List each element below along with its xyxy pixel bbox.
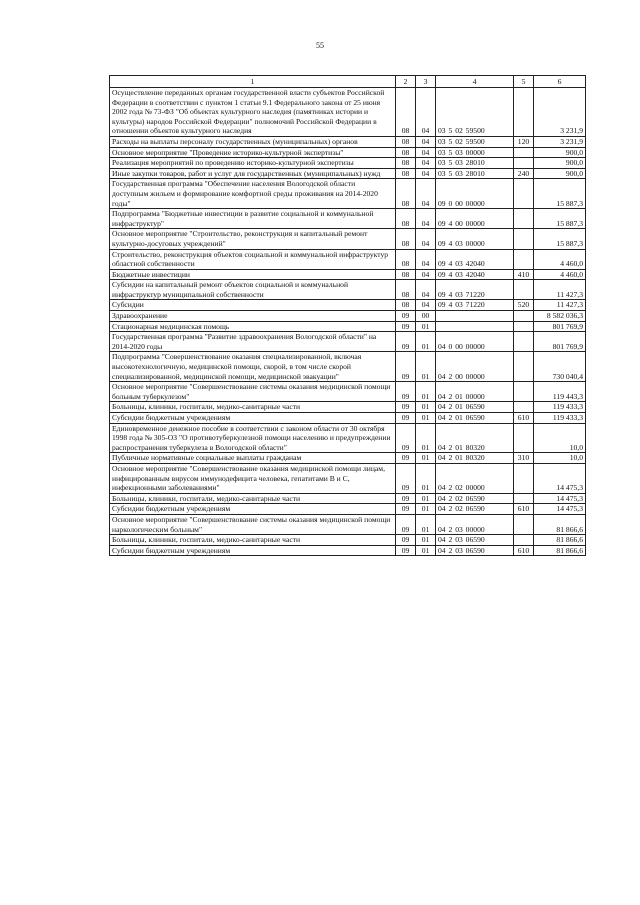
column-header: 5	[514, 76, 534, 88]
section-code: 09	[396, 413, 416, 424]
target-article-code: 04 2 02 00000	[436, 463, 514, 493]
expense-type-code	[514, 402, 534, 413]
target-article-code: 03 5 02 59500	[436, 136, 514, 147]
subsection-code: 01	[416, 504, 436, 515]
target-article-code: 09 4 03 42040	[436, 269, 514, 280]
expense-type-code	[514, 249, 534, 269]
row-description: Реализация мероприятий по проведению историко-культурной экспертизы	[110, 158, 396, 169]
section-code: 09	[396, 311, 416, 322]
amount-value: 14 475,3	[534, 504, 586, 515]
target-article-code: 09 0 00 00000	[436, 179, 514, 209]
page-number: 55	[316, 41, 324, 50]
section-code: 09	[396, 321, 416, 332]
subsection-code: 01	[416, 321, 436, 332]
expense-type-code	[514, 332, 534, 352]
row-description: Субсидии на капитальный ремонт объектов социальной и коммунальной инфраструктур муниципальной собственности	[110, 280, 396, 300]
section-code: 08	[396, 168, 416, 179]
amount-value: 4 460,0	[534, 249, 586, 269]
target-article-code: 04 2 01 80320	[436, 453, 514, 464]
table-row	[110, 179, 586, 209]
target-article-code	[436, 321, 514, 332]
expense-type-code	[514, 514, 534, 534]
subsection-code: 04	[416, 168, 436, 179]
subsection-code: 01	[416, 535, 436, 546]
section-code: 09	[396, 493, 416, 504]
table-row	[110, 168, 586, 179]
target-article-code: 03 5 02 59500	[436, 88, 514, 137]
expense-type-code: 520	[514, 300, 534, 311]
amount-value: 10,0	[534, 453, 586, 464]
amount-value: 900,0	[534, 158, 586, 169]
section-code: 09	[396, 545, 416, 556]
section-code: 08	[396, 229, 416, 249]
target-article-code: 04 2 03 06590	[436, 545, 514, 556]
section-code: 09	[396, 535, 416, 546]
subsection-code: 04	[416, 209, 436, 229]
subsection-code: 00	[416, 311, 436, 322]
row-description: Единовременное денежное пособие в соответствии с законом области от 30 октября 1998 года № 305-ОЗ "О противотуберкулезной помощи населению и предупреждении распространения туберкулеза в Вологодской области"	[110, 423, 396, 453]
amount-value: 15 887,3	[534, 179, 586, 209]
row-description: Подпрограмма "Бюджетные инвестиции в развитие социальной и коммунальной инфраструктур"	[110, 209, 396, 229]
column-header: 3	[416, 76, 436, 88]
target-article-code: 09 4 03 00000	[436, 229, 514, 249]
expense-type-code	[514, 179, 534, 209]
amount-value: 3 231,9	[534, 136, 586, 147]
section-code: 08	[396, 179, 416, 209]
table-header-row	[110, 76, 586, 88]
expense-type-code	[514, 321, 534, 332]
table-row	[110, 453, 586, 464]
subsection-code: 04	[416, 179, 436, 209]
target-article-code: 04 0 00 00000	[436, 332, 514, 352]
table-row	[110, 311, 586, 322]
section-code: 08	[396, 136, 416, 147]
amount-value: 14 475,3	[534, 493, 586, 504]
amount-value: 15 887,3	[534, 209, 586, 229]
table-row	[110, 147, 586, 158]
section-code: 09	[396, 453, 416, 464]
table-row	[110, 321, 586, 332]
target-article-code: 04 2 03 00000	[436, 514, 514, 534]
subsection-code: 04	[416, 136, 436, 147]
section-code: 08	[396, 269, 416, 280]
budget-table	[109, 75, 586, 556]
section-code: 08	[396, 209, 416, 229]
amount-value: 81 866,6	[534, 545, 586, 556]
expense-type-code	[514, 352, 534, 382]
target-article-code: 04 2 01 06590	[436, 413, 514, 424]
amount-value: 900,0	[534, 147, 586, 158]
table-row	[110, 300, 586, 311]
subsection-code: 01	[416, 402, 436, 413]
subsection-code: 01	[416, 493, 436, 504]
subsection-code: 01	[416, 352, 436, 382]
row-description: Больницы, клиники, госпитали, медико-санитарные части	[110, 493, 396, 504]
expense-type-code	[514, 382, 534, 402]
table-row	[110, 280, 586, 300]
column-header: 2	[396, 76, 416, 88]
expense-type-code: 410	[514, 269, 534, 280]
table-row	[110, 88, 586, 137]
target-article-code: 03 5 03 28010	[436, 158, 514, 169]
subsection-code: 04	[416, 158, 436, 169]
amount-value: 8 582 036,3	[534, 311, 586, 322]
subsection-code: 04	[416, 88, 436, 137]
table-row	[110, 545, 586, 556]
table-row	[110, 352, 586, 382]
section-code: 09	[396, 402, 416, 413]
table-row	[110, 209, 586, 229]
amount-value: 81 866,6	[534, 514, 586, 534]
amount-value: 11 427,3	[534, 300, 586, 311]
subsection-code: 01	[416, 413, 436, 424]
subsection-code: 04	[416, 300, 436, 311]
subsection-code: 04	[416, 229, 436, 249]
row-description: Больницы, клиники, госпитали, медико-санитарные части	[110, 535, 396, 546]
expense-type-code: 310	[514, 453, 534, 464]
table-row	[110, 423, 586, 453]
amount-value: 10,0	[534, 423, 586, 453]
subsection-code: 01	[416, 545, 436, 556]
row-description: Основное мероприятие "Проведение историко-культурной экспертизы"	[110, 147, 396, 158]
table-row	[110, 382, 586, 402]
expense-type-code	[514, 280, 534, 300]
amount-value: 3 231,9	[534, 88, 586, 137]
amount-value: 119 433,3	[534, 413, 586, 424]
expense-type-code	[514, 88, 534, 137]
target-article-code: 09 4 03 42040	[436, 249, 514, 269]
expense-type-code	[514, 463, 534, 493]
table-row	[110, 402, 586, 413]
target-article-code: 04 2 02 06590	[436, 493, 514, 504]
subsection-code: 04	[416, 269, 436, 280]
amount-value: 14 475,3	[534, 463, 586, 493]
subsection-code: 04	[416, 280, 436, 300]
table-row	[110, 229, 586, 249]
amount-value: 900,0	[534, 168, 586, 179]
amount-value: 4 460,0	[534, 269, 586, 280]
amount-value: 119 443,3	[534, 382, 586, 402]
target-article-code: 09 4 00 00000	[436, 209, 514, 229]
expense-type-code: 610	[514, 545, 534, 556]
subsection-code: 01	[416, 463, 436, 493]
target-article-code: 09 4 03 71220	[436, 300, 514, 311]
row-description: Больницы, клиники, госпитали, медико-санитарные части	[110, 402, 396, 413]
subsection-code: 04	[416, 147, 436, 158]
section-code: 09	[396, 332, 416, 352]
row-description: Субсидии бюджетным учреждениям	[110, 545, 396, 556]
table-row	[110, 504, 586, 515]
table-row	[110, 136, 586, 147]
amount-value: 119 433,3	[534, 402, 586, 413]
amount-value: 730 040,4	[534, 352, 586, 382]
table-row	[110, 463, 586, 493]
expense-type-code: 610	[514, 413, 534, 424]
row-description: Строительство, реконструкция объектов социальной и коммунальной инфраструктур областной собственности	[110, 249, 396, 269]
section-code: 09	[396, 352, 416, 382]
target-article-code: 03 5 03 28010	[436, 168, 514, 179]
row-description: Здравоохранение	[110, 311, 396, 322]
row-description: Стационарная медицинская помощь	[110, 321, 396, 332]
target-article-code	[436, 311, 514, 322]
amount-value: 11 427,3	[534, 280, 586, 300]
target-article-code: 04 2 01 06590	[436, 402, 514, 413]
table-row	[110, 535, 586, 546]
target-article-code: 04 2 03 06590	[436, 535, 514, 546]
amount-value: 81 866,6	[534, 535, 586, 546]
expense-type-code	[514, 147, 534, 158]
table-row	[110, 493, 586, 504]
table-row	[110, 332, 586, 352]
section-code: 08	[396, 249, 416, 269]
row-description: Публичные нормативные социальные выплаты гражданам	[110, 453, 396, 464]
subsection-code: 01	[416, 423, 436, 453]
table-row	[110, 249, 586, 269]
section-code: 08	[396, 147, 416, 158]
row-description: Субсидии бюджетным учреждениям	[110, 504, 396, 515]
section-code: 08	[396, 300, 416, 311]
section-code: 08	[396, 88, 416, 137]
section-code: 09	[396, 423, 416, 453]
row-description: Бюджетные инвестиции	[110, 269, 396, 280]
target-article-code: 09 4 03 71220	[436, 280, 514, 300]
subsection-code: 04	[416, 249, 436, 269]
row-description: Основное мероприятие "Совершенствование оказания медицинской помощи лицам, инфицированным вирусом иммунодефицита человека, гепатитами В и С, инфекционными заболеваниями"	[110, 463, 396, 493]
table-row	[110, 413, 586, 424]
target-article-code: 04 2 00 00000	[436, 352, 514, 382]
section-code: 09	[396, 514, 416, 534]
expense-type-code	[514, 229, 534, 249]
subsection-code: 01	[416, 332, 436, 352]
row-description: Субсидии бюджетным учреждениям	[110, 413, 396, 424]
row-description: Осуществление переданных органам государственной власти субъектов Российской Федерации в соответствии с пунктом 1 статьи 9.1 Федерального закона от 25 июня 2002 года № 73-ФЗ "Об объектах культурного наследия (памятниках истории и культуры) народов Российской Федерации" полномочий Российской Федерации в отношении объектов культурного наследия	[110, 88, 396, 137]
row-description: Субсидии	[110, 300, 396, 311]
expense-type-code	[514, 311, 534, 322]
expense-type-code: 120	[514, 136, 534, 147]
table-row	[110, 514, 586, 534]
row-description: Основное мероприятие "Совершенствование системы оказания медицинской помощи больным туберкулезом"	[110, 382, 396, 402]
section-code: 08	[396, 158, 416, 169]
row-description: Подпрограмма "Совершенствование оказания специализированной, включая высокотехнологичную, медицинской помощи, скорой, в том числе скорой специализированной, медицинской помощи, медицинской эвакуации"	[110, 352, 396, 382]
target-article-code: 03 5 03 00000	[436, 147, 514, 158]
row-description: Основное мероприятие "Строительство, реконструкция и капитальный ремонт культурно-досуговых учреждений"	[110, 229, 396, 249]
table-row	[110, 269, 586, 280]
table-row	[110, 158, 586, 169]
expense-type-code	[514, 423, 534, 453]
row-description: Основное мероприятие "Совершенствование системы оказания медицинской помощи наркологическим больным"	[110, 514, 396, 534]
target-article-code: 04 2 02 06590	[436, 504, 514, 515]
target-article-code: 04 2 01 80320	[436, 423, 514, 453]
row-description: Расходы на выплаты персоналу государственных (муниципальных) органов	[110, 136, 396, 147]
expense-type-code	[514, 158, 534, 169]
column-header: 4	[436, 76, 514, 88]
section-code: 09	[396, 504, 416, 515]
section-code: 08	[396, 280, 416, 300]
subsection-code: 01	[416, 514, 436, 534]
amount-value: 801 769,9	[534, 332, 586, 352]
section-code: 09	[396, 463, 416, 493]
expense-type-code: 240	[514, 168, 534, 179]
subsection-code: 01	[416, 382, 436, 402]
amount-value: 15 887,3	[534, 229, 586, 249]
column-header: 1	[110, 76, 396, 88]
row-description: Государственная программа "Обеспечение населения Вологодской области доступным жильем и формирование комфортной среды проживания на 2014-2020 годы"	[110, 179, 396, 209]
expense-type-code: 610	[514, 504, 534, 515]
expense-type-code	[514, 209, 534, 229]
expense-type-code	[514, 493, 534, 504]
amount-value: 801 769,9	[534, 321, 586, 332]
subsection-code: 01	[416, 453, 436, 464]
target-article-code: 04 2 01 00000	[436, 382, 514, 402]
budget-table-body	[110, 76, 586, 556]
row-description: Иные закупки товаров, работ и услуг для государственных (муниципальных) нужд	[110, 168, 396, 179]
row-description: Государственная программа "Развитие здравоохранения Вологодской области" на 2014-2020 годы	[110, 332, 396, 352]
column-header: 6	[534, 76, 586, 88]
section-code: 09	[396, 382, 416, 402]
expense-type-code	[514, 535, 534, 546]
